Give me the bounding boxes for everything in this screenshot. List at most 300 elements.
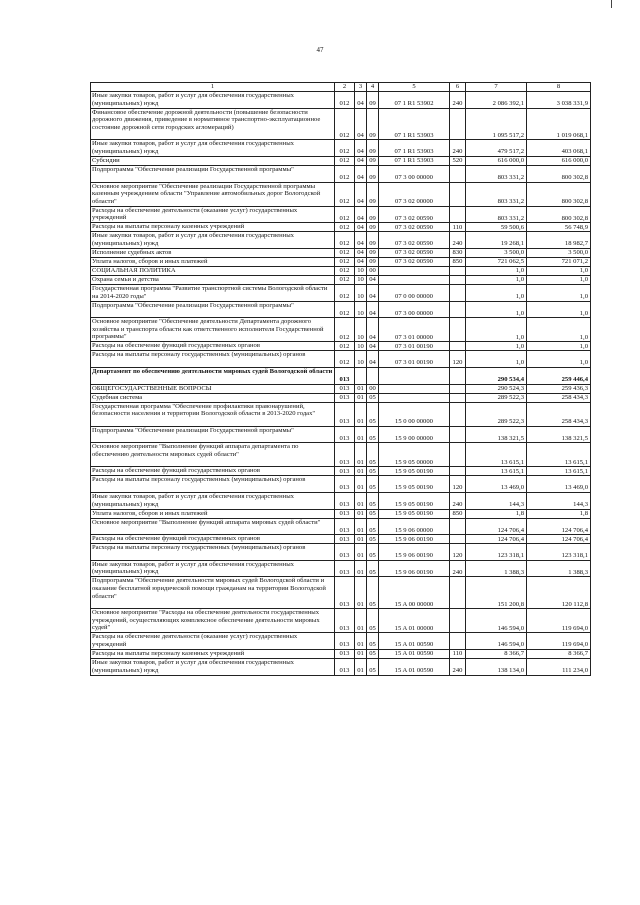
expense-type-cell: 830 bbox=[450, 248, 466, 257]
amount-2019-cell: 616 000,0 bbox=[466, 156, 527, 165]
amount-2019-cell: 1,0 bbox=[466, 275, 527, 284]
header-cell: 6 bbox=[450, 83, 466, 92]
expense-type-cell bbox=[450, 633, 466, 650]
admin-code-cell: 013 bbox=[335, 560, 355, 577]
row-name-cell: Расходы на обеспечение деятельности (оказание услуг) государственных учреждений bbox=[91, 633, 335, 650]
expense-type-cell: 240 bbox=[450, 232, 466, 249]
section-code-cell: 01 bbox=[355, 659, 367, 676]
subsection-code-cell: 09 bbox=[367, 165, 379, 182]
target-article-cell: 15 9 05 00190 bbox=[379, 509, 450, 518]
scan-edge-mark bbox=[611, 0, 612, 8]
admin-code-cell: 013 bbox=[335, 650, 355, 659]
subsection-code-cell: 05 bbox=[367, 493, 379, 510]
row-name-cell: Государственная программа "Обеспечение профилактики правонарушений, безопасности населения и территории Вологодской области в 2013-2020 годах" bbox=[91, 402, 335, 426]
expense-type-cell bbox=[450, 577, 466, 609]
table-row bbox=[91, 266, 591, 275]
section-code-cell: 04 bbox=[355, 182, 367, 206]
section-code-cell: 01 bbox=[355, 443, 367, 467]
expense-type-cell bbox=[450, 367, 466, 384]
table-row bbox=[91, 92, 591, 109]
expense-type-cell bbox=[450, 182, 466, 206]
subsection-code-cell: 04 bbox=[367, 275, 379, 284]
amount-2020-cell: 13 615,1 bbox=[527, 467, 591, 476]
subsection-code-cell: 05 bbox=[367, 467, 379, 476]
target-article-cell bbox=[379, 384, 450, 393]
admin-code-cell: 012 bbox=[335, 156, 355, 165]
expense-type-cell: 120 bbox=[450, 351, 466, 368]
admin-code-cell: 013 bbox=[335, 476, 355, 493]
row-name-cell: Департамент по обеспечению деятельности мировых судей Вологодской области bbox=[91, 367, 335, 384]
table-row bbox=[91, 284, 591, 301]
table-row bbox=[91, 318, 591, 342]
table-row bbox=[91, 206, 591, 223]
header-cell: 3 bbox=[355, 83, 367, 92]
header-cell: 5 bbox=[379, 83, 450, 92]
expense-type-cell bbox=[450, 609, 466, 633]
target-article-cell: 07 3 02 00590 bbox=[379, 248, 450, 257]
amount-2019-cell: 13 615,1 bbox=[466, 443, 527, 467]
admin-code-cell: 012 bbox=[335, 257, 355, 266]
section-code-cell: 04 bbox=[355, 248, 367, 257]
section-code-cell: 01 bbox=[355, 426, 367, 443]
subsection-code-cell: 09 bbox=[367, 223, 379, 232]
subsection-code-cell: 05 bbox=[367, 650, 379, 659]
section-code-cell: 01 bbox=[355, 650, 367, 659]
amount-2019-cell: 13 469,0 bbox=[466, 476, 527, 493]
amount-2019-cell: 289 522,3 bbox=[466, 393, 527, 402]
amount-2019-cell: 803 331,2 bbox=[466, 165, 527, 182]
admin-code-cell: 012 bbox=[335, 266, 355, 275]
section-code-cell: 01 bbox=[355, 544, 367, 561]
amount-2019-cell: 290 534,4 bbox=[466, 367, 527, 384]
subsection-code-cell: 05 bbox=[367, 518, 379, 535]
amount-2019-cell: 124 706,4 bbox=[466, 518, 527, 535]
table-row bbox=[91, 232, 591, 249]
subsection-code-cell: 00 bbox=[367, 384, 379, 393]
admin-code-cell: 012 bbox=[335, 342, 355, 351]
target-article-cell: 15 A 01 00590 bbox=[379, 659, 450, 676]
admin-code-cell: 012 bbox=[335, 275, 355, 284]
amount-2020-cell: 124 706,4 bbox=[527, 518, 591, 535]
amount-2019-cell: 1,0 bbox=[466, 318, 527, 342]
target-article-cell: 07 3 02 00590 bbox=[379, 206, 450, 223]
amount-2020-cell: 1,0 bbox=[527, 318, 591, 342]
amount-2020-cell: 721 071,2 bbox=[527, 257, 591, 266]
section-code-cell: 01 bbox=[355, 518, 367, 535]
section-code-cell: 04 bbox=[355, 92, 367, 109]
amount-2019-cell: 1,0 bbox=[466, 301, 527, 318]
row-name-cell: Подпрограмма "Обеспечение реализации Государственной программы" bbox=[91, 301, 335, 318]
target-article-cell: 15 A 01 00000 bbox=[379, 609, 450, 633]
header-cell: 4 bbox=[367, 83, 379, 92]
amount-2019-cell: 289 522,3 bbox=[466, 402, 527, 426]
budget-table-body bbox=[91, 83, 591, 676]
section-code-cell: 04 bbox=[355, 108, 367, 140]
budget-table-wrapper bbox=[90, 82, 590, 676]
target-article-cell: 15 0 00 00000 bbox=[379, 402, 450, 426]
section-code-cell bbox=[355, 367, 367, 384]
amount-2020-cell: 1,8 bbox=[527, 509, 591, 518]
amount-2020-cell: 1,0 bbox=[527, 301, 591, 318]
subsection-code-cell: 05 bbox=[367, 544, 379, 561]
amount-2019-cell: 138 321,5 bbox=[466, 426, 527, 443]
row-name-cell: Основное мероприятие "Расходы на обеспечение деятельности государственных учреждений, осуществляющих комплексное обеспечение деятельности мировых судей" bbox=[91, 609, 335, 633]
subsection-code-cell: 09 bbox=[367, 206, 379, 223]
expense-type-cell bbox=[450, 393, 466, 402]
admin-code-cell: 013 bbox=[335, 577, 355, 609]
target-article-cell bbox=[379, 367, 450, 384]
row-name-cell: Иные закупки товаров, работ и услуг для обеспечения государственных (муниципальных) нужд bbox=[91, 659, 335, 676]
expense-type-cell bbox=[450, 518, 466, 535]
admin-code-cell: 012 bbox=[335, 318, 355, 342]
admin-code-cell: 013 bbox=[335, 443, 355, 467]
expense-type-cell bbox=[450, 402, 466, 426]
row-name-cell: Основное мероприятие "Выполнение функций аппарата департамента по обеспечению деятельности мировых судей области" bbox=[91, 443, 335, 467]
amount-2020-cell: 13 469,0 bbox=[527, 476, 591, 493]
expense-type-cell: 850 bbox=[450, 257, 466, 266]
amount-2020-cell: 1,0 bbox=[527, 275, 591, 284]
amount-2019-cell: 13 615,1 bbox=[466, 467, 527, 476]
expense-type-cell: 110 bbox=[450, 223, 466, 232]
section-code-cell: 01 bbox=[355, 476, 367, 493]
amount-2020-cell: 800 302,8 bbox=[527, 206, 591, 223]
amount-2019-cell: 479 517,2 bbox=[466, 140, 527, 157]
amount-2019-cell: 1 095 517,2 bbox=[466, 108, 527, 140]
row-name-cell: Расходы на выплаты персоналу казенных учреждений bbox=[91, 223, 335, 232]
subsection-code-cell: 05 bbox=[367, 659, 379, 676]
amount-2019-cell: 138 134,0 bbox=[466, 659, 527, 676]
amount-2020-cell: 8 366,7 bbox=[527, 650, 591, 659]
amount-2020-cell: 124 706,4 bbox=[527, 535, 591, 544]
admin-code-cell: 012 bbox=[335, 301, 355, 318]
admin-code-cell: 012 bbox=[335, 284, 355, 301]
subsection-code-cell: 05 bbox=[367, 633, 379, 650]
header-cell: 2 bbox=[335, 83, 355, 92]
amount-2019-cell: 1,0 bbox=[466, 284, 527, 301]
subsection-code-cell: 09 bbox=[367, 140, 379, 157]
row-name-cell: Расходы на обеспечение функций государственных органов bbox=[91, 535, 335, 544]
admin-code-cell: 012 bbox=[335, 223, 355, 232]
target-article-cell: 07 3 02 00590 bbox=[379, 232, 450, 249]
target-article-cell: 15 A 01 00590 bbox=[379, 633, 450, 650]
expense-type-cell bbox=[450, 384, 466, 393]
amount-2020-cell: 119 694,0 bbox=[527, 633, 591, 650]
amount-2020-cell: 3 500,0 bbox=[527, 248, 591, 257]
row-name-cell: Расходы на обеспечение функций государственных органов bbox=[91, 342, 335, 351]
row-name-cell: Основное мероприятие "Выполнение функций аппарата мировых судей области" bbox=[91, 518, 335, 535]
amount-2020-cell: 1,0 bbox=[527, 342, 591, 351]
subsection-code-cell: 05 bbox=[367, 509, 379, 518]
amount-2020-cell: 144,3 bbox=[527, 493, 591, 510]
table-row bbox=[91, 182, 591, 206]
table-row bbox=[91, 443, 591, 467]
amount-2019-cell: 803 331,2 bbox=[466, 206, 527, 223]
amount-2020-cell: 258 434,3 bbox=[527, 393, 591, 402]
admin-code-cell: 012 bbox=[335, 206, 355, 223]
row-name-cell: Расходы на выплаты персоналу казенных учреждений bbox=[91, 650, 335, 659]
admin-code-cell: 013 bbox=[335, 544, 355, 561]
table-row bbox=[91, 384, 591, 393]
table-row bbox=[91, 518, 591, 535]
amount-2019-cell: 151 200,8 bbox=[466, 577, 527, 609]
expense-type-cell bbox=[450, 275, 466, 284]
section-code-cell: 01 bbox=[355, 467, 367, 476]
row-name-cell: Основное мероприятие "Обеспечение деятельности Департамента дорожного хозяйства и транспорта области как ответственного исполнителя Государственной программы" bbox=[91, 318, 335, 342]
page-number: 47 bbox=[316, 46, 324, 54]
table-row bbox=[91, 248, 591, 257]
target-article-cell: 07 3 02 00000 bbox=[379, 182, 450, 206]
subsection-code-cell: 04 bbox=[367, 284, 379, 301]
target-article-cell: 15 9 06 00000 bbox=[379, 518, 450, 535]
section-code-cell: 01 bbox=[355, 560, 367, 577]
row-name-cell: Уплата налогов, сборов и иных платежей bbox=[91, 257, 335, 266]
table-row bbox=[91, 609, 591, 633]
amount-2019-cell: 3 500,0 bbox=[466, 248, 527, 257]
table-row bbox=[91, 509, 591, 518]
table-row bbox=[91, 402, 591, 426]
section-code-cell: 04 bbox=[355, 257, 367, 266]
admin-code-cell: 013 bbox=[335, 609, 355, 633]
admin-code-cell: 013 bbox=[335, 659, 355, 676]
section-code-cell: 10 bbox=[355, 301, 367, 318]
amount-2020-cell: 1 388,3 bbox=[527, 560, 591, 577]
admin-code-cell: 013 bbox=[335, 633, 355, 650]
amount-2019-cell: 1 388,3 bbox=[466, 560, 527, 577]
header-cell: 1 bbox=[91, 83, 335, 92]
row-name-cell: Подпрограмма "Обеспечение реализации Государственной программы" bbox=[91, 426, 335, 443]
row-name-cell: Государственная программа "Развитие транспортной системы Вологодской области на 2014-2020 годы" bbox=[91, 284, 335, 301]
section-code-cell: 04 bbox=[355, 165, 367, 182]
target-article-cell: 15 A 00 00000 bbox=[379, 577, 450, 609]
table-row bbox=[91, 659, 591, 676]
amount-2020-cell: 18 982,7 bbox=[527, 232, 591, 249]
table-row bbox=[91, 650, 591, 659]
amount-2020-cell: 13 615,1 bbox=[527, 443, 591, 467]
section-code-cell: 01 bbox=[355, 509, 367, 518]
row-name-cell: Расходы на обеспечение функций государственных органов bbox=[91, 467, 335, 476]
section-code-cell: 01 bbox=[355, 384, 367, 393]
row-name-cell: Уплата налогов, сборов и иных платежей bbox=[91, 509, 335, 518]
amount-2019-cell: 1,0 bbox=[466, 342, 527, 351]
target-article-cell: 15 9 05 00190 bbox=[379, 476, 450, 493]
admin-code-cell: 013 bbox=[335, 426, 355, 443]
section-code-cell: 04 bbox=[355, 232, 367, 249]
target-article-cell: 07 3 00 00000 bbox=[379, 165, 450, 182]
target-article-cell: 07 3 01 00000 bbox=[379, 318, 450, 342]
amount-2019-cell: 146 594,0 bbox=[466, 609, 527, 633]
row-name-cell: Расходы на выплаты персоналу государственных (муниципальных) органов bbox=[91, 476, 335, 493]
target-article-cell: 15 9 06 00190 bbox=[379, 535, 450, 544]
budget-table bbox=[90, 82, 591, 676]
section-code-cell: 01 bbox=[355, 535, 367, 544]
amount-2019-cell: 290 524,3 bbox=[466, 384, 527, 393]
expense-type-cell bbox=[450, 535, 466, 544]
row-name-cell: ОБЩЕГОСУДАРСТВЕННЫЕ ВОПРОСЫ bbox=[91, 384, 335, 393]
expense-type-cell: 850 bbox=[450, 509, 466, 518]
admin-code-cell: 012 bbox=[335, 248, 355, 257]
table-row bbox=[91, 223, 591, 232]
table-row bbox=[91, 257, 591, 266]
section-code-cell: 01 bbox=[355, 402, 367, 426]
admin-code-cell: 012 bbox=[335, 140, 355, 157]
expense-type-cell: 240 bbox=[450, 140, 466, 157]
subsection-code-cell: 04 bbox=[367, 318, 379, 342]
expense-type-cell bbox=[450, 342, 466, 351]
subsection-code-cell: 09 bbox=[367, 156, 379, 165]
amount-2019-cell: 721 062,5 bbox=[466, 257, 527, 266]
subsection-code-cell: 04 bbox=[367, 301, 379, 318]
expense-type-cell bbox=[450, 467, 466, 476]
table-row bbox=[91, 560, 591, 577]
target-article-cell: 15 A 01 00590 bbox=[379, 650, 450, 659]
row-name-cell: Подпрограмма "Обеспечение реализации Государственной программы" bbox=[91, 165, 335, 182]
expense-type-cell: 120 bbox=[450, 544, 466, 561]
row-name-cell: Иные закупки товаров, работ и услуг для обеспечения государственных (муниципальных) нужд bbox=[91, 493, 335, 510]
subsection-code-cell: 09 bbox=[367, 232, 379, 249]
section-code-cell: 10 bbox=[355, 266, 367, 275]
table-row bbox=[91, 156, 591, 165]
target-article-cell: 15 9 05 00190 bbox=[379, 493, 450, 510]
row-name-cell: Расходы на выплаты персоналу государственных (муниципальных) органов bbox=[91, 351, 335, 368]
admin-code-cell: 013 bbox=[335, 535, 355, 544]
table-row bbox=[91, 342, 591, 351]
subsection-code-cell: 09 bbox=[367, 182, 379, 206]
section-code-cell: 10 bbox=[355, 342, 367, 351]
subsection-code-cell: 04 bbox=[367, 342, 379, 351]
row-name-cell: СОЦИАЛЬНАЯ ПОЛИТИКА bbox=[91, 266, 335, 275]
admin-code-cell: 013 bbox=[335, 367, 355, 384]
row-name-cell: Расходы на обеспечение деятельности (оказание услуг) государственных учреждений bbox=[91, 206, 335, 223]
expense-type-cell: 110 bbox=[450, 650, 466, 659]
target-article-cell: 15 9 00 00000 bbox=[379, 426, 450, 443]
row-name-cell: Охрана семьи и детства bbox=[91, 275, 335, 284]
amount-2020-cell: 3 038 331,9 bbox=[527, 92, 591, 109]
subsection-code-cell: 00 bbox=[367, 266, 379, 275]
amount-2019-cell: 1,0 bbox=[466, 266, 527, 275]
table-row bbox=[91, 493, 591, 510]
row-name-cell: Расходы на выплаты персоналу государственных (муниципальных) органов bbox=[91, 544, 335, 561]
expense-type-cell: 240 bbox=[450, 659, 466, 676]
admin-code-cell: 012 bbox=[335, 108, 355, 140]
target-article-cell: 15 9 05 00000 bbox=[379, 443, 450, 467]
expense-type-cell bbox=[450, 266, 466, 275]
subsection-code-cell: 05 bbox=[367, 609, 379, 633]
expense-type-cell: 240 bbox=[450, 92, 466, 109]
section-code-cell: 04 bbox=[355, 156, 367, 165]
amount-2019-cell: 19 268,1 bbox=[466, 232, 527, 249]
header-cell: 8 bbox=[527, 83, 591, 92]
admin-code-cell: 013 bbox=[335, 518, 355, 535]
amount-2020-cell: 259 446,4 bbox=[527, 367, 591, 384]
amount-2019-cell: 123 318,1 bbox=[466, 544, 527, 561]
table-row bbox=[91, 275, 591, 284]
expense-type-cell bbox=[450, 108, 466, 140]
target-article-cell: 07 3 00 00000 bbox=[379, 301, 450, 318]
row-name-cell: Иные закупки товаров, работ и услуг для обеспечения государственных (муниципальных) нужд bbox=[91, 560, 335, 577]
amount-2020-cell: 1,0 bbox=[527, 351, 591, 368]
expense-type-cell bbox=[450, 318, 466, 342]
section-code-cell: 10 bbox=[355, 284, 367, 301]
target-article-cell: 07 1 R1 53903 bbox=[379, 108, 450, 140]
row-name-cell: Судебная система bbox=[91, 393, 335, 402]
amount-2020-cell: 800 302,8 bbox=[527, 182, 591, 206]
amount-2020-cell: 119 694,0 bbox=[527, 609, 591, 633]
section-code-cell: 01 bbox=[355, 493, 367, 510]
admin-code-cell: 012 bbox=[335, 182, 355, 206]
amount-2019-cell: 803 331,2 bbox=[466, 182, 527, 206]
table-row bbox=[91, 393, 591, 402]
section-code-cell: 04 bbox=[355, 206, 367, 223]
subsection-code-cell: 05 bbox=[367, 535, 379, 544]
expense-type-cell bbox=[450, 426, 466, 443]
table-header-row bbox=[91, 83, 591, 92]
amount-2020-cell: 1,0 bbox=[527, 284, 591, 301]
section-code-cell: 10 bbox=[355, 351, 367, 368]
target-article-cell: 07 1 R1 53903 bbox=[379, 140, 450, 157]
table-row bbox=[91, 544, 591, 561]
amount-2020-cell: 258 434,3 bbox=[527, 402, 591, 426]
subsection-code-cell: 09 bbox=[367, 248, 379, 257]
admin-code-cell: 013 bbox=[335, 402, 355, 426]
admin-code-cell: 013 bbox=[335, 384, 355, 393]
table-row bbox=[91, 535, 591, 544]
admin-code-cell: 012 bbox=[335, 92, 355, 109]
admin-code-cell: 013 bbox=[335, 493, 355, 510]
section-code-cell: 01 bbox=[355, 393, 367, 402]
table-row bbox=[91, 351, 591, 368]
admin-code-cell: 012 bbox=[335, 351, 355, 368]
amount-2020-cell: 616 000,0 bbox=[527, 156, 591, 165]
subsection-code-cell: 09 bbox=[367, 92, 379, 109]
section-code-cell: 01 bbox=[355, 633, 367, 650]
admin-code-cell: 013 bbox=[335, 509, 355, 518]
table-row bbox=[91, 165, 591, 182]
target-article-cell: 07 1 R1 53902 bbox=[379, 92, 450, 109]
amount-2019-cell: 124 706,4 bbox=[466, 535, 527, 544]
subsection-code-cell: 09 bbox=[367, 257, 379, 266]
section-code-cell: 01 bbox=[355, 609, 367, 633]
subsection-code-cell: 05 bbox=[367, 476, 379, 493]
table-row bbox=[91, 426, 591, 443]
expense-type-cell: 120 bbox=[450, 476, 466, 493]
expense-type-cell bbox=[450, 443, 466, 467]
target-article-cell: 07 3 02 00590 bbox=[379, 257, 450, 266]
amount-2019-cell: 1,0 bbox=[466, 351, 527, 368]
target-article-cell bbox=[379, 266, 450, 275]
table-row bbox=[91, 476, 591, 493]
table-row bbox=[91, 301, 591, 318]
section-code-cell: 01 bbox=[355, 577, 367, 609]
row-name-cell: Подпрограмма "Обеспечение деятельности мировых судей Вологодской области и оказание бесплатной юридической помощи гражданам на территории Вологодской области" bbox=[91, 577, 335, 609]
amount-2020-cell: 138 321,5 bbox=[527, 426, 591, 443]
section-code-cell: 10 bbox=[355, 275, 367, 284]
target-article-cell: 15 9 06 00190 bbox=[379, 560, 450, 577]
subsection-code-cell: 05 bbox=[367, 393, 379, 402]
section-code-cell: 04 bbox=[355, 223, 367, 232]
subsection-code-cell: 09 bbox=[367, 108, 379, 140]
amount-2020-cell: 56 748,9 bbox=[527, 223, 591, 232]
target-article-cell: 07 1 R1 53903 bbox=[379, 156, 450, 165]
table-row bbox=[91, 633, 591, 650]
target-article-cell: 07 3 02 00590 bbox=[379, 223, 450, 232]
subsection-code-cell: 05 bbox=[367, 577, 379, 609]
header-cell: 7 bbox=[466, 83, 527, 92]
admin-code-cell: 013 bbox=[335, 393, 355, 402]
admin-code-cell: 012 bbox=[335, 165, 355, 182]
target-article-cell: 07 3 01 00190 bbox=[379, 351, 450, 368]
admin-code-cell: 013 bbox=[335, 467, 355, 476]
table-row bbox=[91, 108, 591, 140]
